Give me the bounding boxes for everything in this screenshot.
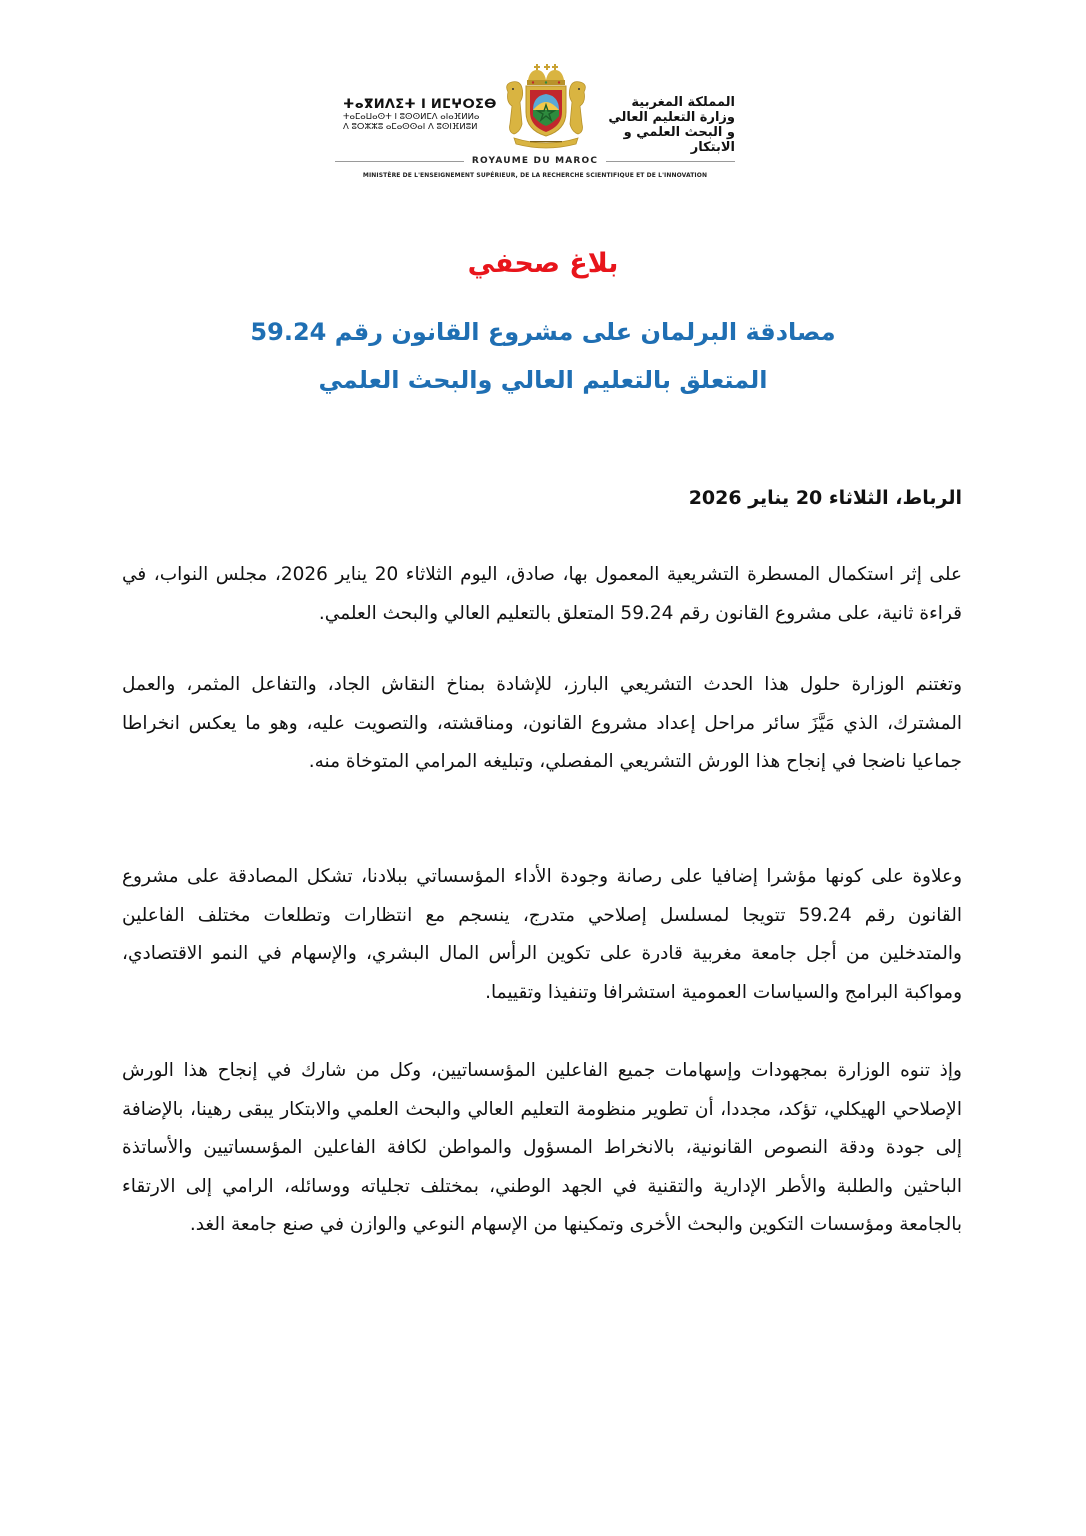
headline-line-2: المتعلق بالتعليم العالي والبحث العلمي [318, 366, 768, 394]
shield-icon [526, 86, 566, 136]
headline-line-1: مصادقة البرلمان على مشروع القانون رقم 59.24 [250, 318, 836, 346]
letterhead-tifinagh-block [343, 98, 503, 132]
ribbon-icon [514, 138, 578, 148]
right-lion-icon [569, 82, 585, 134]
crown-icon [527, 64, 565, 85]
arabic-ministry-line-1: وزارة التعليم العالي [608, 109, 735, 125]
paragraph-4: وإذ تنوه الوزارة بمجهودات وإسهامات جميع الفاعلين المؤسساتيين، وكل من شارك في إنجاح هذا الورش الإصلاحي الهيكلي، تؤكد، مجددا، أن تطوير منظومة التعليم العالي والبحث العلمي والابتكار يبقى رهينا، بالإضافة إلى جودة ودقة النصوص القانونية، بالانخراط المسؤول والمواطن لكافة الفاعلين المؤسساتيين والأساتذة الباحثين والطلبة والأطر الإدارية والتقنية في الجهد الوطني، بمختلف تجلياته ووسائله، الرامي إلى الارتقاء بالجامعة ومؤسسات التكوين والبحث الأخرى وتمكينها من الإسهام النوعي والوازن في صنع جامعة الغد. [122, 1060, 962, 1235]
moroccan-coat-of-arms-icon [500, 62, 592, 152]
divider-right [606, 161, 735, 162]
document-type-label: بلاغ صحفي [467, 248, 619, 279]
kingdom-banner [335, 156, 735, 166]
divider-left [335, 161, 464, 162]
letterhead [335, 62, 735, 184]
tifinagh-ministry-line-2: ⴷ ⵓⵔⵣⵣⵓ ⴰⵎⴰⵙⵙⴰⵏ ⴷ ⵓⵙⵏⴼⵍⵓⵍ [343, 121, 478, 132]
dateline: الرباط، الثلاثاء 20 يناير 2026 [688, 487, 962, 509]
arabic-ministry-line-2: و البحث العلمي و الابتكار [623, 124, 735, 155]
tifinagh-kingdom-name: ⵜⴰⴳⵍⴷⵉⵜ ⵏ ⵍⵎⵖⵔⵉⴱ [343, 97, 497, 112]
document-headline [0, 308, 1086, 404]
arabic-kingdom-name: المملكة المغربية [631, 95, 735, 110]
ministry-name-french: MINISTÈRE DE L'ENSEIGNEMENT SUPÉRIEUR, DE LA RECHERCHE SCIENTIFIQUE ET DE L'INNOVATION [362, 172, 708, 179]
paragraph-3: وعلاوة على كونها مؤشرا إضافيا على رصانة وجودة الأداء المؤسساتي ببلادنا، تشكل المصادقة على مشروع القانون رقم 59.24 تتويجا لمسلسل إصلاحي متدرج، ينسجم مع انتظارات وتطلعات مختلف الفاعلين والمتدخلين من أجل جامعة مغربية قادرة على تكوين الرأس المال البشري، والإسهام في النمو الاقتصادي، ومواكبة البرامج والسياسات العمومية استشرافا وتنفيذا وتقييما. [122, 866, 962, 1003]
letterhead-arabic-block [585, 96, 735, 156]
paragraph-2: وتغتنم الوزارة حلول هذا الحدث التشريعي البارز، للإشادة بمناخ النقاش الجاد، والتفاعل المثمر، والعمل المشترك، الذي مَيَّزَ سائر مراحل إعداد مشروع القانون، ومناقشته، والتصويت عليه، وهو ما يعكس انخراطا جماعيا ناضجا في إنجاح هذا الورش التشريعي المفصلي، وتبليغه المرامي المتوخاة منه. [122, 674, 962, 772]
paragraph-1: على إثر استكمال المسطرة التشريعية المعمول بها، صادق، اليوم الثلاثاء 20 يناير 2026، مجلس النواب، في قراءة ثانية، على مشروع القانون رقم 59.24 المتعلق بالتعليم العالي والبحث العلمي. [122, 564, 962, 624]
tifinagh-ministry-line-1: ⵜⴰⵎⴰⵡⴰⵙⵜ ⵏ ⵓⵙⵙⵍⵎⴷ ⴰⵏⴰⴼⵍⵍⴰ [343, 111, 480, 122]
kingdom-name-french: ROYAUME DU MAROC [471, 156, 599, 166]
left-lion-icon [507, 82, 523, 134]
